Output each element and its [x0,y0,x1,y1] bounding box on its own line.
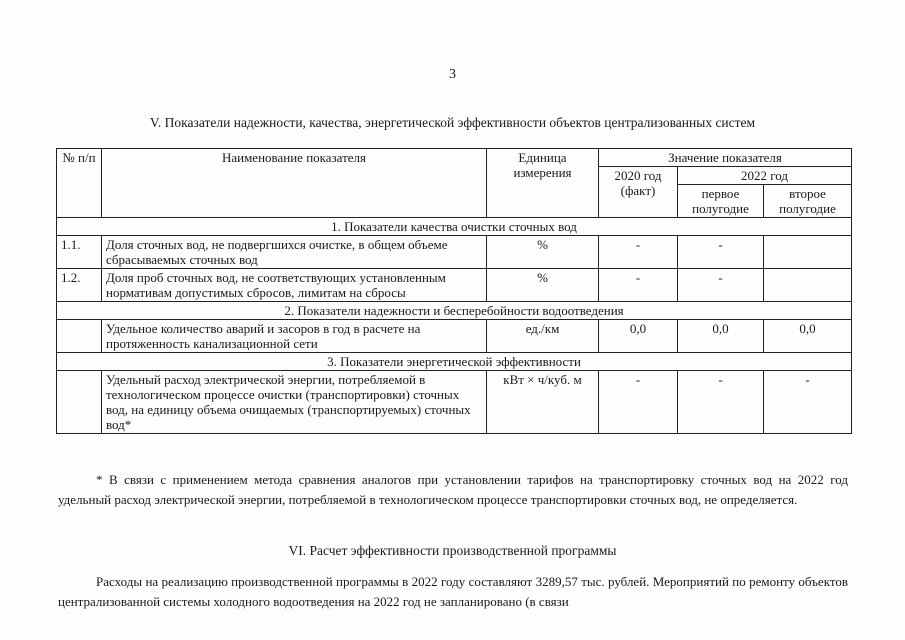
table-row [57,269,852,302]
row-unit: % [487,269,599,302]
page-number: 3 [449,67,456,82]
header-first-half: первое полугодие [678,185,764,218]
header-num: № п/п [57,149,102,218]
group-energy: 3. Показатели энергетической эффективности [57,353,852,371]
row-2020: - [599,269,678,302]
row-unit: ед./км [487,320,599,353]
row-unit: % [487,236,599,269]
section-title-vi: VI. Расчет эффективности производственной программы [288,543,617,558]
header-name: Наименование показателя [102,149,487,218]
header-unit: Единица измерения [487,149,599,218]
section6-paragraph: Расходы на реализацию производственной программы в 2022 году составляют 3289,57 тыс. рублей. Мероприятий по ремонту объектов централизованной системы холодного водоотведения на 2022 год не запланировано (в связи [58,574,848,609]
row-2020: - [599,236,678,269]
header-value: Значение показателя [599,149,852,167]
row-name: Удельный расход электрической энергии, потребляемой в технологическом процессе очистки (транспортировки) сточных вод, на единицу объема очищаемых (транспортируемых) сточных вод* [102,371,487,434]
row-unit: кВт × ч/куб. м [487,371,599,434]
section-title-v: V. Показатели надежности, качества, энергетической эффективности объектов централизованных систем [149,115,756,130]
row-2020: 0,0 [599,320,678,353]
group-reliability: 2. Показатели надежности и бесперебойности водоотведения [57,302,852,320]
row-h1: - [678,371,764,434]
row-num [57,371,102,434]
table-row [57,236,852,269]
header-2022: 2022 год [678,167,852,185]
row-h2: - [764,371,852,434]
header-second-half: второе полугодие [764,185,852,218]
row-h1: - [678,236,764,269]
row-h1: - [678,269,764,302]
table-row [57,320,852,353]
row-h2 [764,236,852,269]
indicators-table [56,148,852,434]
row-name: Доля сточных вод, не подвергшихся очистке, в общем объеме сбрасываемых сточных вод [102,236,487,269]
group-quality: 1. Показатели качества очистки сточных вод [57,218,852,236]
header-2020: 2020 год (факт) [599,167,678,218]
row-num: 1.1. [57,236,102,269]
row-num: 1.2. [57,269,102,302]
row-name: Доля проб сточных вод, не соответствующих установленным нормативам допустимых сбросов, лимитам на сбросы [102,269,487,302]
row-name: Удельное количество аварий и засоров в год в расчете на протяженность канализационной сети [102,320,487,353]
table-row [57,371,852,434]
row-2020: - [599,371,678,434]
row-h2: 0,0 [764,320,852,353]
row-num [57,320,102,353]
row-h2 [764,269,852,302]
row-h1: 0,0 [678,320,764,353]
footnote: * В связи с применением метода сравнения аналогов при установлении тарифов на транспортировку сточных вод на 2022 год удельный расход электрической энергии, потребляемой в технологическом процессе транспортировки сточных вод, не определяется. [58,472,848,507]
